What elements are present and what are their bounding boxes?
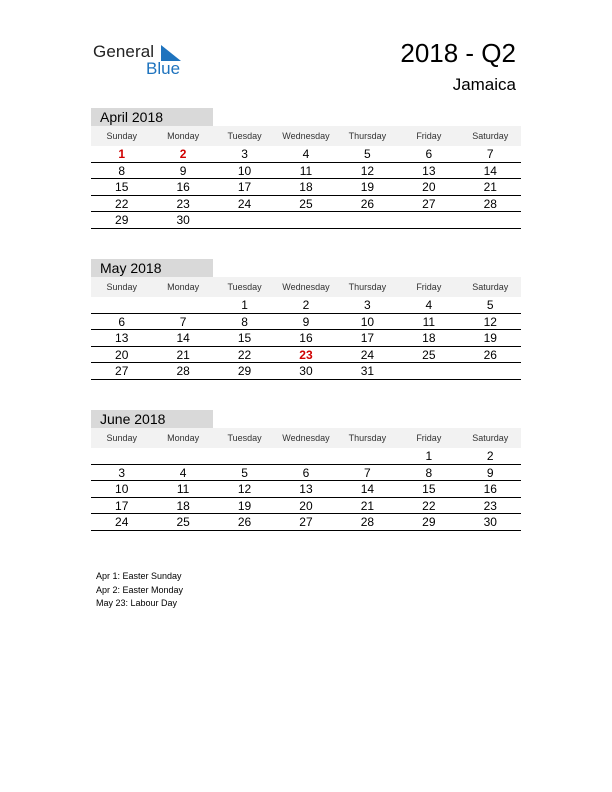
day-cell: 22 <box>422 498 436 513</box>
day-cell <box>214 448 275 464</box>
day-cell: 8 <box>425 465 433 480</box>
day-cell: 3 <box>118 465 126 480</box>
day-cell: 28 <box>176 364 190 378</box>
day-cell: 5 <box>241 465 248 480</box>
weekday-label: Tuesday <box>227 282 262 292</box>
day-cell: 31 <box>360 364 375 378</box>
weekday-label: Sunday <box>106 433 137 443</box>
day-cell: 20 <box>422 180 436 194</box>
month-title: April 2018 <box>91 108 213 126</box>
week-row <box>91 465 521 482</box>
page-title: 2018 - Q2 <box>400 38 516 68</box>
day-cell: 9 <box>486 465 494 480</box>
day-cell: 5 <box>364 147 371 161</box>
holiday-notes <box>96 570 183 611</box>
day-cell: 28 <box>483 196 497 211</box>
day-cell: 26 <box>483 347 497 362</box>
day-cell: 21 <box>483 180 497 194</box>
day-cell: 2 <box>302 298 310 312</box>
day-cell: 14 <box>360 482 375 496</box>
day-cell: 12 <box>237 482 252 496</box>
month-title: May 2018 <box>91 259 213 277</box>
week-row <box>91 330 521 347</box>
day-cell: 25 <box>176 515 190 529</box>
day-cell: 6 <box>302 465 310 480</box>
day-cell: 4 <box>425 298 433 312</box>
day-cell: 22 <box>237 347 252 362</box>
weekday-label: Wednesday <box>282 433 330 443</box>
logo <box>93 42 193 78</box>
day-cell: 15 <box>115 180 129 194</box>
day-cell: 13 <box>299 482 313 496</box>
weekday-label: Monday <box>167 282 200 292</box>
weekday-label: Monday <box>167 433 200 443</box>
day-cell: 4 <box>179 465 187 480</box>
day-cell: 19 <box>483 331 497 345</box>
day-cell: 25 <box>299 196 313 211</box>
day-cell: 23 <box>483 498 497 513</box>
week-row <box>91 146 521 163</box>
day-cell: 3 <box>241 147 248 161</box>
day-cell: 24 <box>115 515 129 529</box>
weekday-label: Saturday <box>472 282 509 292</box>
note-item: May 23: Labour Day <box>96 598 178 608</box>
week-row <box>91 179 521 196</box>
week-row <box>91 363 521 380</box>
day-cell: 20 <box>299 498 313 513</box>
day-cell: 7 <box>179 314 187 329</box>
weekday-label: Saturday <box>472 131 509 141</box>
week-row <box>91 481 521 498</box>
day-cell: 11 <box>422 314 436 329</box>
day-cell: 10 <box>115 482 129 496</box>
day-cell: 2 <box>179 147 187 161</box>
day-cell: 1 <box>118 147 126 161</box>
day-cell <box>337 212 398 228</box>
day-cell: 30 <box>483 515 497 529</box>
day-cell: 8 <box>118 163 126 178</box>
day-cell: 14 <box>483 163 497 178</box>
day-cell <box>214 212 275 228</box>
month-block <box>91 108 521 229</box>
week-row <box>91 212 521 229</box>
day-cell: 3 <box>364 298 371 312</box>
day-cell: 18 <box>422 331 436 345</box>
weekday-label: Thursday <box>348 131 387 141</box>
day-cell: 6 <box>118 314 126 329</box>
day-cell: 7 <box>364 465 371 480</box>
day-cell: 19 <box>237 498 252 513</box>
day-cell: 26 <box>360 196 375 211</box>
day-cell: 24 <box>360 347 375 362</box>
logo-blue-text: Blue <box>146 59 181 78</box>
day-cell: 10 <box>360 314 375 329</box>
day-cell: 13 <box>115 331 129 345</box>
day-cell: 22 <box>115 196 129 211</box>
day-cell: 6 <box>425 147 433 161</box>
day-cell <box>152 448 213 464</box>
weekday-label: Tuesday <box>227 131 262 141</box>
week-row <box>91 498 521 515</box>
week-row <box>91 297 521 314</box>
day-cell: 19 <box>360 180 375 194</box>
country-name: Jamaica <box>452 75 516 94</box>
weekday-label: Thursday <box>348 433 387 443</box>
weekday-label: Monday <box>167 131 200 141</box>
day-cell: 18 <box>299 180 313 194</box>
day-cell: 27 <box>115 364 129 378</box>
day-cell <box>275 448 336 464</box>
day-cell: 26 <box>237 515 252 529</box>
note-item: Apr 2: Easter Monday <box>96 584 184 595</box>
day-cell: 23 <box>176 196 190 211</box>
day-cell: 29 <box>422 515 436 529</box>
day-cell: 9 <box>302 314 310 329</box>
day-cell: 30 <box>176 213 190 227</box>
day-cell: 28 <box>360 515 375 529</box>
day-cell: 16 <box>299 331 313 345</box>
weekday-header-row <box>91 126 521 146</box>
day-cell: 13 <box>422 163 436 178</box>
day-cell: 18 <box>176 498 190 513</box>
weekday-header-row <box>91 277 521 297</box>
day-cell: 24 <box>237 196 252 211</box>
day-cell: 17 <box>360 331 375 345</box>
day-cell: 11 <box>176 482 190 496</box>
day-cell: 27 <box>422 196 436 211</box>
weekday-label: Friday <box>416 131 442 141</box>
day-cell: 21 <box>360 498 375 513</box>
weekday-label: Thursday <box>348 282 387 292</box>
day-cell: 14 <box>176 331 190 345</box>
day-cell: 20 <box>115 347 129 362</box>
day-cell <box>91 448 152 464</box>
day-cell <box>337 448 398 464</box>
day-cell: 1 <box>425 449 433 463</box>
day-cell: 9 <box>179 163 187 178</box>
day-cell <box>152 297 213 313</box>
week-row <box>91 448 521 465</box>
day-cell <box>460 212 521 228</box>
day-cell: 29 <box>237 364 252 378</box>
day-cell: 16 <box>176 180 190 194</box>
day-cell: 15 <box>237 331 252 345</box>
month-block <box>91 410 521 531</box>
weekday-label: Friday <box>416 282 442 292</box>
weekday-label: Friday <box>416 433 442 443</box>
day-cell: 27 <box>299 515 313 529</box>
day-cell: 30 <box>299 364 313 378</box>
weekday-label: Tuesday <box>227 433 262 443</box>
weekday-label: Sunday <box>106 282 137 292</box>
day-cell: 7 <box>486 147 494 161</box>
week-row <box>91 196 521 213</box>
day-cell <box>460 363 521 379</box>
day-cell: 29 <box>115 213 129 227</box>
day-cell: 5 <box>486 298 494 312</box>
week-row <box>91 347 521 364</box>
day-cell <box>275 212 336 228</box>
day-cell: 21 <box>176 347 190 362</box>
weekday-label: Wednesday <box>282 282 330 292</box>
day-cell: 8 <box>241 314 248 329</box>
week-row <box>91 163 521 180</box>
day-cell <box>398 363 459 379</box>
month-block <box>91 259 521 380</box>
week-row <box>91 514 521 531</box>
weekday-label: Sunday <box>106 131 137 141</box>
day-cell <box>91 297 152 313</box>
month-title: June 2018 <box>91 410 213 428</box>
day-cell: 4 <box>302 147 310 161</box>
logo-general-text: General <box>93 42 155 61</box>
day-cell: 2 <box>486 449 494 463</box>
day-cell: 10 <box>237 163 252 178</box>
day-cell: 25 <box>422 347 436 362</box>
day-cell: 17 <box>115 498 129 513</box>
day-cell <box>398 212 459 228</box>
day-cell: 1 <box>241 298 248 312</box>
week-row <box>91 314 521 331</box>
weekday-label: Saturday <box>472 433 509 443</box>
day-cell: 12 <box>483 314 497 329</box>
day-cell: 23 <box>299 347 313 362</box>
day-cell: 12 <box>360 163 375 178</box>
day-cell: 11 <box>299 163 313 178</box>
weekday-header-row <box>91 428 521 448</box>
weekday-label: Wednesday <box>282 131 330 141</box>
day-cell: 16 <box>483 482 497 496</box>
note-item: Apr 1: Easter Sunday <box>96 571 182 581</box>
day-cell: 17 <box>237 180 252 194</box>
day-cell: 15 <box>422 482 436 496</box>
